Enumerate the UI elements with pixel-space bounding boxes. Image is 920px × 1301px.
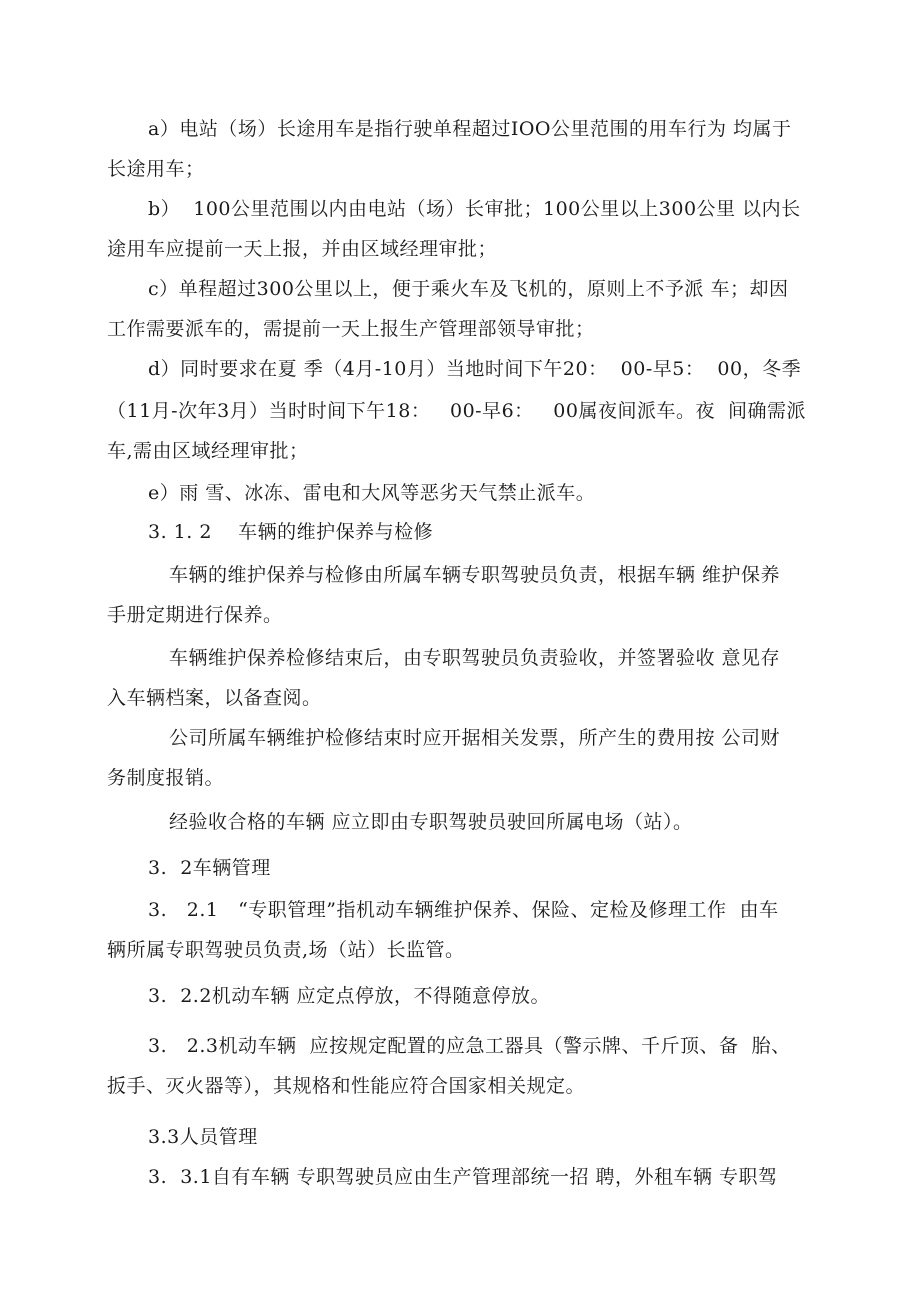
text-line: 3. 2.2机动车辆 应定点停放，不得随意停放。 (148, 985, 550, 1007)
text-line: 工作需要派车的，需提前一天上报生产管理部领导审批； (107, 318, 595, 340)
text-line: e）雨 雪、冰冻、雷电和大风等恶劣天气禁止派车。 (148, 482, 596, 504)
text-line: 3. 3.1自有车辆 专职驾驶员应由生产管理部统一招 聘，外租车辆 专职驾 (148, 1166, 778, 1188)
text-line: a）电站（场）长途用车是指行驶单程超过IOO公里范围的用车行为 均属于 (148, 118, 792, 140)
text-line: 扳手、灭火器等），其规格和性能应符合国家相关规定。 (107, 1075, 586, 1097)
text-line: 经验收合格的车辆 应立即由专职驾驶员驶回所属电场（站）。 (169, 811, 693, 833)
section-heading: 3. 1. 2 车辆的维护保养与检修 (148, 521, 434, 543)
text-line: 公司所属车辆维护检修结束时应开据相关发票，所产生的费用按 公司财 (169, 727, 781, 749)
text-line: 车辆维护保养检修结束后，由专职驾驶员负责验收，并签署验收 意见存 (169, 647, 781, 669)
text-line: d）同时要求在夏 季（4月-10月）当地时间下午20： 00-早5： 00，冬季 (148, 358, 802, 380)
text-line: （11月-次年3月）当时时间下午18： 00-早6： 00属夜间派车。夜 间确需派 (107, 400, 807, 422)
text-line: 途用车应提前一天上报，并由区域经理审批； (107, 238, 498, 260)
text-line: 辆所属专职驾驶员负责,场（站）长监管。 (107, 939, 465, 961)
text-line: 车辆的维护保养与检修由所属车辆专职驾驶员负责，根据车辆 维护保养 (169, 564, 781, 586)
text-line: b） 100公里范围以内由电站（场）长审批；100公里以上300公里 以内长 (148, 198, 801, 220)
section-heading: 3.3人员管理 (148, 1126, 258, 1148)
text-line: 3. 2.3机动车辆 应按规定配置的应急工器具（警示牌、千斤顶、备 胎、 (148, 1035, 791, 1057)
text-line: c）单程超过300公里以上，便于乘火车及飞机的，原则上不予派 车；却因 (148, 278, 789, 300)
text-line: 长途用车； (107, 158, 205, 180)
text-line: 3. 2.1 “专职管理”指机动车辆维护保养、保险、定检及修理工作 由车 (148, 899, 779, 921)
text-line: 手册定期进行保养。 (107, 604, 283, 626)
text-line: 务制度报销。 (107, 767, 225, 789)
section-heading: 3. 2车辆管理 (148, 857, 271, 879)
text-line: 入车辆档案，以备查阅。 (107, 687, 322, 709)
text-line: 车,需由区域经理审批； (107, 440, 309, 462)
